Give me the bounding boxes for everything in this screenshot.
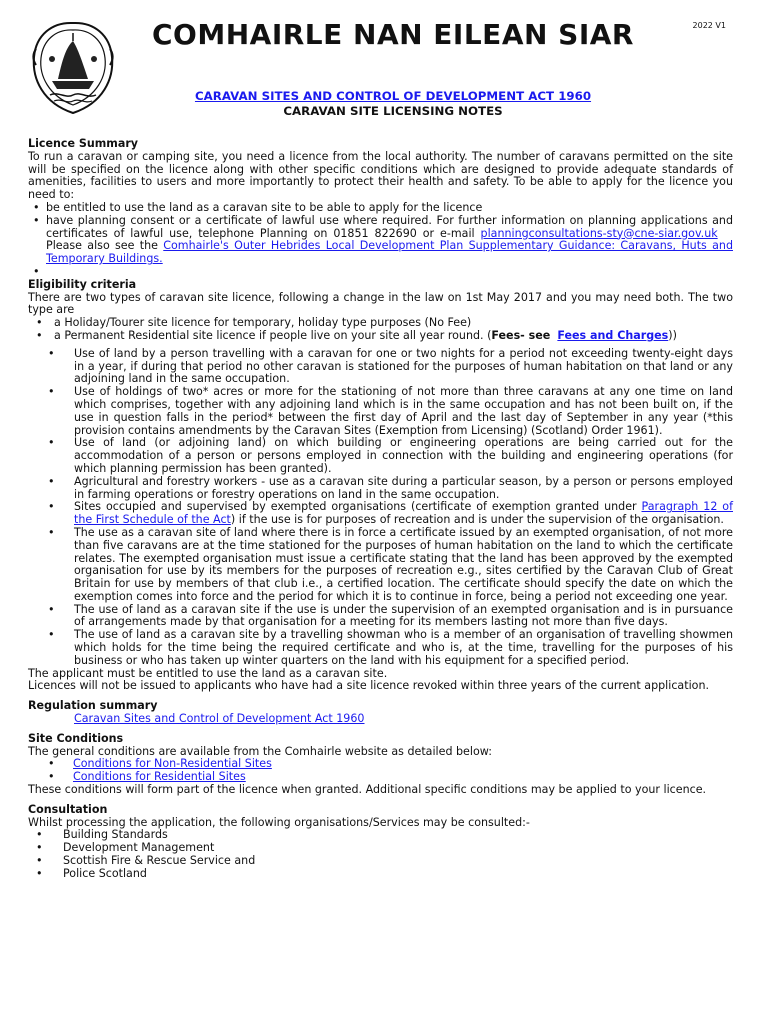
- site-conditions-list: [28, 758, 733, 784]
- act-title-link[interactable]: CARAVAN SITES AND CONTROL OF DEVELOPMENT ACT 1960: [194, 89, 592, 103]
- list-item: • Development Management: [28, 842, 733, 855]
- list-item: • The use of land as a caravan site if the use is under the supervision of an exempted organisation and is in pursuance of arrangements made by that organisation for a meeting for its members lasting not more than five days.: [28, 604, 733, 630]
- list-item: • be entitled to use the land as a caravan site to be able to apply for the licence: [28, 202, 733, 215]
- licence-summary-intro: To run a caravan or camping site, you need a licence from the local authority. The number of caravans permitted on the site will be specified on the licence along with other specific conditions which are designed to provide adequate standards of amenities, facilities to users and more importantly to protect their health and safety. To be able to apply for the licence you need to:: [28, 149, 733, 202]
- planning-email-link[interactable]: planningconsultations-sty@cne-siar.gov.uk: [480, 226, 718, 240]
- document-subtitle: CARAVAN SITE LICENSING NOTES: [283, 104, 503, 118]
- list-item: • The use of land as a caravan site by a travelling showman who is a member of an organisation of travelling showmen which holds for the time being the required certificate and who is, at the time, travelling for the purposes of his business or who has taken up winter quarters on the land with his equipment for a specified period.: [28, 629, 733, 667]
- list-item: • Building Standards: [28, 829, 733, 842]
- consultation-heading: Consultation: [28, 802, 108, 816]
- eligibility-intro: There are two types of caravan site licence, following a change in the law on 1st May 2017 and you may need both. The two type are: [28, 290, 733, 317]
- list-item: • Use of land by a person travelling with a caravan for one or two nights for a period not exceeding twenty-eight days in a year, if during that period no other caravan is stationed for the purposes of human habitation on that land or any adjoining land in the same occupation.: [28, 348, 733, 386]
- list-item: • a Permanent Residential site licence if people live on your site all year round. (Fees- see Fees and Charges)): [28, 330, 733, 343]
- exemptions-list: [28, 348, 733, 668]
- consultation-intro: Whilst processing the application, the following organisations/Services may be consulted:-: [28, 815, 530, 829]
- council-title: COMHAIRLE NAN EILEAN SIAR: [152, 18, 634, 51]
- list-item: • Police Scotland: [28, 868, 733, 881]
- list-item: • The use as a caravan site of land where there is in force a certificate issued by an exempted organisation, of not more than five caravans are at the time stationed for the purposes of human habitation on the land to which the certificate relates. The exempted organisation must issue a certificate stating that the land has been approved by the exempted organisation for use by its members for the purposes of recreation e.g., sites certified by the Caravan Club of Great Britain for use by members of that club i.e., a certified location. The certificate should specify the date on which the exemption comes into force and the period for which it is to continue in force, being a period not exceeding one year.: [28, 527, 733, 604]
- version-label: 2022 V1: [692, 21, 726, 30]
- council-crest-logo: [30, 19, 116, 117]
- fees-and-charges-link[interactable]: Fees and Charges: [557, 328, 669, 342]
- eligibility-note-entitled: The applicant must be entitled to use the land as a caravan site.: [28, 666, 388, 680]
- regulation-act-link[interactable]: Caravan Sites and Control of Development Act 1960: [74, 712, 365, 726]
- non-residential-conditions-link[interactable]: Conditions for Non-Residential Sites: [73, 757, 272, 771]
- list-item: • Use of holdings of two* acres or more for the stationing of not more than three caravans at any one time on land which comprises, together with any adjoining land which is in the same occupation and has not been built on, if the use in question falls in the period* between the first day of April and the last day of September in any year (*this provision contains amendments by the Caravan Sites (Exemption from Licensing) (Scotland) Order 1961).: [28, 386, 733, 437]
- licence-requirements-list: [28, 202, 733, 279]
- document-body: [28, 138, 733, 881]
- site-conditions-intro: The general conditions are available from the Comhairle website as detailed below:: [28, 744, 492, 758]
- site-conditions-heading: Site Conditions: [28, 731, 124, 745]
- paragraph-12-link[interactable]: Paragraph 12 of the First Schedule of the Act: [74, 500, 733, 527]
- list-item: • a Holiday/Tourer site licence for temporary, holiday type purposes (No Fee): [28, 317, 733, 330]
- empty-list-item: [28, 266, 733, 279]
- list-item: • Scottish Fire & Rescue Service and: [28, 855, 733, 868]
- licence-types-list: [28, 317, 733, 343]
- list-item: • Sites occupied and supervised by exempted organisations (certificate of exemption granted under Paragraph 12 of the First Schedule of the Act) if the use is for purposes of recreation and is under the supervision of the organisation.: [28, 501, 733, 527]
- local-development-plan-link[interactable]: Comhairle's Outer Hebrides Local Development Plan Supplementary Guidance: Caravans, Huts and Temporary Buildings.: [46, 239, 733, 266]
- list-item: • have planning consent or a certificate of lawful use where required. For further information on planning applications and certificates of lawful use, telephone Planning on 01851 822690 or e-mail planningconsultations-sty@cne-siar.gov.uk Please also see the Comhairle's Outer Hebrides Local Development Plan Supplementary Guidance: Caravans, Huts and Temporary Buildings.: [28, 215, 733, 266]
- regulation-heading: Regulation summary: [28, 699, 158, 713]
- residential-conditions-link[interactable]: Conditions for Residential Sites: [73, 770, 246, 784]
- eligibility-heading: Eligibility criteria: [28, 277, 137, 291]
- list-item: • Agricultural and forestry workers - use as a caravan site during a particular season, by a person or persons employed in farming operations or forestry operations on land in the same occupation.: [28, 476, 733, 502]
- list-item: • Use of land (or adjoining land) on which building or engineering operations are being carried out for the accommodation of a person or persons employed in connection with the building and engineering operations (for which planning permission has been granted).: [28, 437, 733, 475]
- licence-summary-heading: Licence Summary: [28, 137, 139, 150]
- consultees-list: [28, 829, 733, 880]
- site-conditions-note: These conditions will form part of the licence when granted. Additional specific conditions may be applied to your licence.: [28, 783, 707, 797]
- list-item: [28, 771, 733, 784]
- eligibility-note-revoked: Licences will not be issued to applicants who have had a site licence revoked within three years of the current application.: [28, 679, 710, 693]
